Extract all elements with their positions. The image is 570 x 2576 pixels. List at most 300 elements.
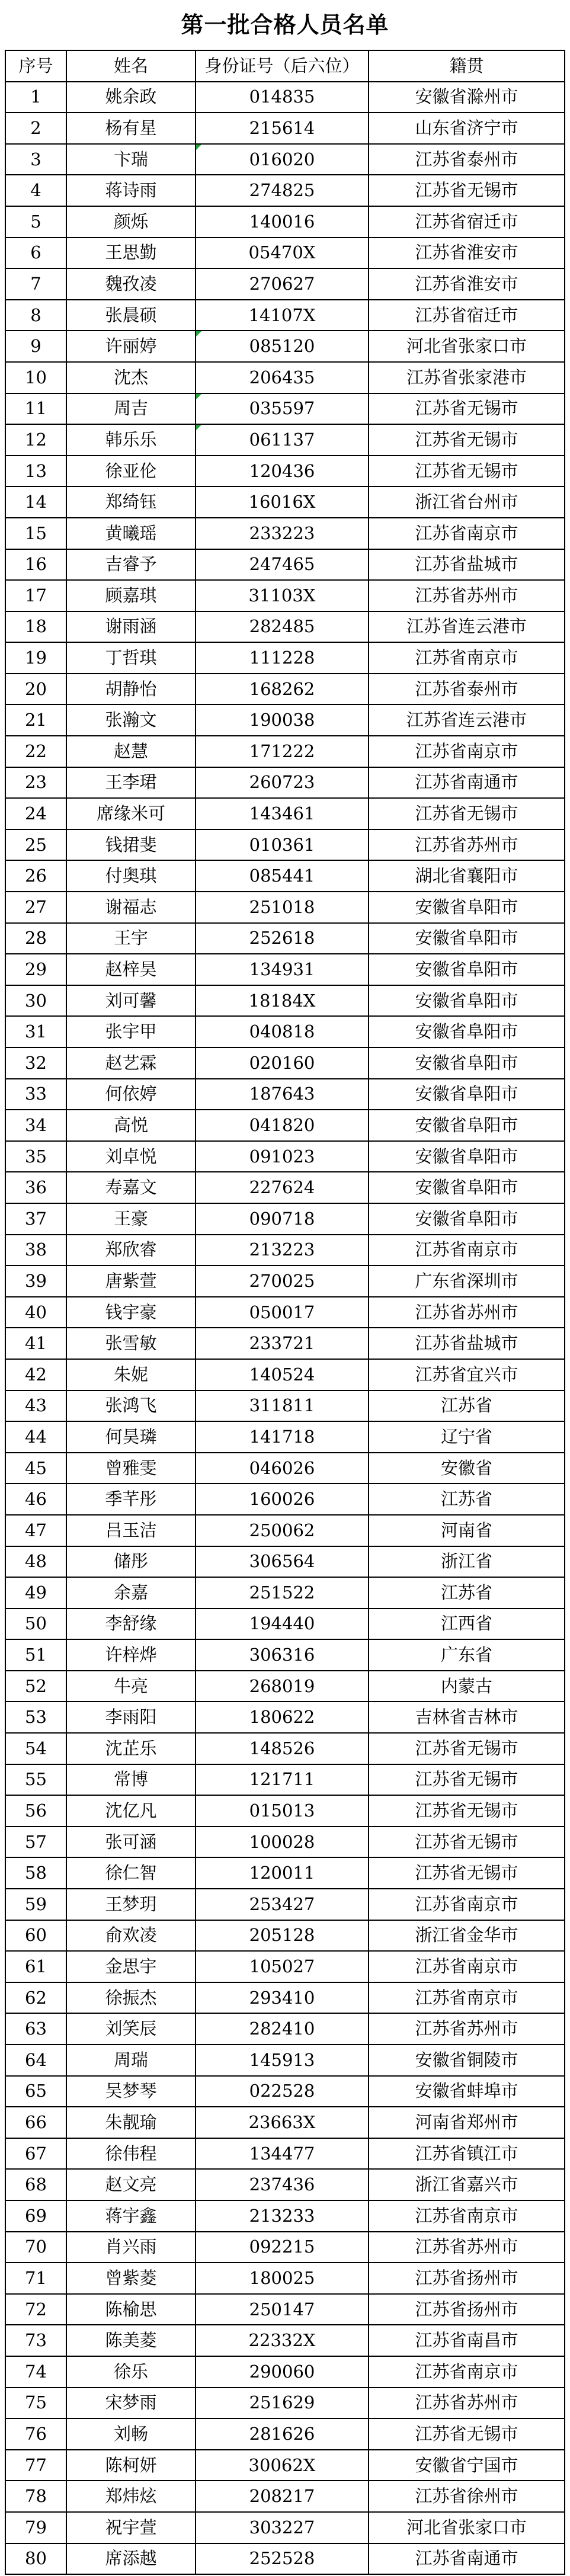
cell-serial-number-text: 31 [25,1021,47,1042]
cell-name [67,2201,196,2231]
cell-id-last6-text: 022528 [249,2081,315,2101]
cell-native-place-text: 安徽省 [440,1457,492,1478]
cell-name [67,1235,196,1265]
cell-id-last6-text: 260723 [249,772,315,793]
table-row [6,1578,565,1609]
cell-id-last6-text: 014835 [249,86,315,107]
cell-name [67,1391,196,1421]
table-row [6,175,565,207]
cell-serial-number [6,705,67,735]
cell-id-last6 [196,300,369,331]
cell-id-last6 [196,643,369,673]
cell-native-place-text: 辽宁省 [440,1426,492,1447]
cell-serial-number [6,269,67,299]
cell-id-last6-text: 303227 [249,2517,315,2537]
cell-native-place [369,2419,565,2449]
table-row [6,2544,565,2575]
cell-name-text: 徐乐 [113,2361,148,2382]
cell-id-last6-text: 140524 [249,1364,315,1385]
table-row [6,986,565,1017]
cell-id-last6 [196,1484,369,1514]
table-row [6,363,565,394]
cell-native-place-text: 安徽省阜阳市 [415,1052,518,1073]
table-row [6,2139,565,2170]
cell-serial-number [6,830,67,860]
cell-name-text: 沈杰 [113,367,148,387]
cell-id-last6 [196,1204,369,1234]
cell-native-place-text: 内蒙古 [440,1675,492,1696]
cell-name-text: 沈亿凡 [105,1800,157,1821]
number-as-text-indicator-icon [196,331,201,337]
cell-native-place-text: 江苏省无锡市 [415,398,518,419]
cell-name [67,924,196,954]
cell-id-last6-text: 311811 [249,1395,315,1416]
cell-serial-number-text: 44 [25,1426,47,1447]
table-row [6,300,565,332]
cell-id-last6-text: 085120 [249,336,315,357]
cell-id-last6-text: 252618 [249,928,315,949]
cell-id-last6-text: 206435 [249,367,315,387]
cell-id-last6 [196,1360,369,1390]
table-row [6,1858,565,1889]
table-row [6,1516,565,1547]
cell-id-last6 [196,1983,369,2013]
cell-name [67,2014,196,2044]
cell-name-text: 蒋宇鑫 [105,2205,157,2226]
cell-native-place [369,830,565,860]
cell-serial-number [6,550,67,580]
cell-name-text: 唐紫萱 [105,1270,157,1291]
cell-serial-number [6,1827,67,1857]
cell-id-last6 [196,2139,369,2169]
cell-native-place [369,1328,565,1359]
cell-id-last6-text: 14107X [248,305,316,325]
cell-serial-number-text: 43 [25,1395,47,1416]
cell-native-place [369,1609,565,1639]
cell-name [67,487,196,517]
cell-name [67,705,196,735]
cell-id-last6 [196,1110,369,1140]
cell-serial-number [6,1017,67,1047]
cell-id-last6 [196,82,369,113]
cell-native-place [369,924,565,954]
cell-id-last6-text: 148526 [249,1738,315,1758]
cell-name-text: 刘畅 [113,2423,148,2444]
cell-native-place-text: 江苏省南通市 [415,2548,518,2569]
table-row [6,2170,565,2201]
cell-native-place [369,487,565,517]
cell-serial-number [6,2107,67,2138]
cell-name [67,892,196,922]
table-row [6,643,565,674]
cell-id-last6-text: 05470X [248,242,316,263]
cell-id-last6 [196,1952,369,1982]
cell-id-last6-text: 31103X [248,585,316,605]
cell-native-place-text: 江苏省南京市 [415,2205,518,2226]
cell-serial-number-text: 4 [30,180,41,201]
table-row [6,830,565,861]
cell-native-place-text: 河南省郑州市 [415,2112,518,2132]
cell-serial-number-text: 2 [30,117,41,138]
cell-name-text: 丁哲琪 [105,648,157,668]
cell-native-place [369,581,565,611]
cell-name [67,82,196,113]
cell-serial-number [6,2263,67,2293]
cell-serial-number-text: 27 [25,896,47,917]
cell-native-place-text: 江苏省苏州市 [415,2237,518,2257]
cell-id-last6-text: 168262 [249,678,315,699]
cell-name [67,1422,196,1452]
cell-native-place [369,1671,565,1702]
cell-name-text: 寿嘉文 [105,1177,157,1198]
cell-name [67,550,196,580]
cell-id-last6 [196,736,369,767]
cell-name [67,1796,196,1826]
cell-id-last6-text: 090718 [249,1208,315,1229]
cell-serial-number-text: 51 [25,1645,47,1665]
table-row [6,1079,565,1111]
table-row [6,892,565,924]
cell-id-last6 [196,986,369,1016]
cell-serial-number [6,986,67,1016]
cell-serial-number [6,674,67,704]
cell-id-last6 [196,1640,369,1670]
cell-serial-number [6,1360,67,1390]
cell-id-last6-text: 233223 [249,523,315,543]
table-row [6,331,565,363]
cell-name-text: 何昊璘 [105,1426,157,1447]
cell-native-place [369,1266,565,1296]
cell-name [67,331,196,361]
cell-id-last6 [196,2014,369,2044]
cell-native-place-text: 江苏省南京市 [415,1987,518,2008]
cell-name-text: 谢雨涵 [105,616,157,637]
cell-id-last6-text: 205128 [249,1925,315,1946]
cell-serial-number [6,1547,67,1577]
cell-name-text: 祝宇萱 [105,2517,157,2537]
cell-id-last6 [196,2077,369,2107]
cell-serial-number [6,1889,67,1920]
cell-name [67,1765,196,1795]
cell-id-last6-text: 247465 [249,554,315,575]
cell-serial-number-text: 8 [30,305,41,325]
cell-native-place-text: 江苏省南京市 [415,523,518,543]
cell-name [67,1453,196,1484]
cell-id-last6 [196,1266,369,1296]
cell-id-last6-text: 281626 [249,2423,315,2444]
cell-serial-number-text: 65 [25,2081,47,2101]
cell-id-last6 [196,1235,369,1265]
cell-native-place [369,2481,565,2511]
table-row [6,2295,565,2326]
cell-name [67,1172,196,1203]
cell-serial-number [6,2077,67,2107]
cell-id-last6 [196,1765,369,1795]
cell-native-place [369,1172,565,1203]
cell-native-place-text: 山东省济宁市 [415,117,518,138]
cell-id-last6 [196,1547,369,1577]
table-row [6,954,565,986]
cell-id-last6-text: 22332X [248,2330,316,2351]
cell-serial-number [6,82,67,113]
cell-native-place [369,2201,565,2231]
cell-id-last6 [196,2263,369,2293]
cell-native-place [369,518,565,549]
cell-serial-number [6,954,67,985]
table-row [6,2481,565,2513]
cell-id-last6-text: 253427 [249,1893,315,1914]
cell-id-last6-text: 111228 [249,648,315,668]
cell-id-last6 [196,1796,369,1826]
cell-serial-number-text: 13 [25,460,47,481]
cell-name-text: 牛亮 [113,1675,148,1696]
cell-native-place [369,1453,565,1484]
cell-native-place-text: 江苏省无锡市 [415,429,518,450]
cell-serial-number-text: 71 [25,2267,47,2288]
cell-name-text: 陈榆思 [105,2299,157,2319]
cell-serial-number-text: 48 [25,1551,47,1572]
cell-native-place-text: 河北省张家口市 [406,2517,527,2537]
table-row [6,1796,565,1827]
cell-id-last6 [196,1609,369,1639]
table-row [6,2077,565,2108]
cell-name [67,581,196,611]
cell-name [67,1671,196,1702]
cell-serial-number-text: 50 [25,1613,47,1634]
cell-native-place-text: 江苏省无锡市 [415,460,518,481]
table-row [6,2450,565,2482]
table-row [6,2045,565,2077]
cell-id-last6-text: 061137 [249,429,315,450]
cell-name [67,425,196,455]
cell-name-text: 杨有星 [105,117,157,138]
cell-id-last6 [196,1827,369,1857]
cell-serial-number-text: 29 [25,959,47,980]
cell-name-text: 刘可馨 [105,990,157,1011]
cell-serial-number [6,1765,67,1795]
cell-native-place-text: 浙江省 [440,1551,492,1572]
cell-id-last6 [196,1297,369,1328]
cell-native-place [369,1235,565,1265]
cell-serial-number-text: 80 [25,2548,47,2569]
cell-native-place-text: 江苏省 [440,1489,492,1510]
cell-name [67,986,196,1016]
cell-serial-number [6,1422,67,1452]
cell-name [67,1142,196,1172]
cell-name-text: 郑炜炫 [105,2486,157,2507]
cell-name [67,2357,196,2387]
cell-id-last6 [196,1391,369,1421]
cell-serial-number-text: 72 [25,2299,47,2319]
cell-native-place [369,1952,565,1982]
cell-id-last6-text: 041820 [249,1114,315,1135]
cell-name [67,2325,196,2356]
cell-native-place [369,175,565,206]
cell-id-last6-text: 250062 [249,1520,315,1540]
table-row [6,924,565,955]
cell-serial-number-text: 47 [25,1520,47,1540]
table-row [6,612,565,643]
cell-id-last6 [196,674,369,704]
cell-id-last6-text: 046026 [249,1457,315,1478]
cell-name-text: 徐振杰 [105,1987,157,2008]
cell-id-last6 [196,2232,369,2263]
table-row [6,2107,565,2139]
cell-native-place-text: 江苏省南京市 [415,1239,518,1260]
cell-native-place-text: 安徽省滁州市 [415,86,518,107]
cell-serial-number-text: 62 [25,1987,47,2008]
cell-id-last6 [196,1079,369,1110]
cell-id-last6-text: 092215 [249,2237,315,2257]
cell-name [67,2513,196,2543]
cell-native-place [369,1921,565,1951]
table-row [6,2513,565,2544]
cell-id-last6-text: 121711 [249,1769,315,1790]
cell-serial-number [6,2170,67,2200]
cell-native-place [369,2139,565,2169]
cell-serial-number [6,1702,67,1732]
cell-serial-number-text: 78 [25,2486,47,2507]
cell-id-last6-text: 250147 [249,2299,315,2319]
cell-id-last6-text: 085441 [249,866,315,886]
cell-name-text: 郑欣睿 [105,1239,157,1260]
cell-serial-number [6,861,67,891]
cell-serial-number [6,1328,67,1359]
cell-id-last6 [196,1328,369,1359]
cell-native-place-text: 江苏省盐城市 [415,554,518,575]
cell-id-last6 [196,799,369,829]
cell-name [67,456,196,486]
cell-id-last6 [196,2419,369,2449]
cell-serial-number [6,113,67,143]
cell-id-last6 [196,2201,369,2231]
cell-name-text: 顾嘉琪 [105,585,157,605]
cell-id-last6 [196,113,369,143]
cell-native-place-text: 安徽省铜陵市 [415,2049,518,2070]
cell-name-text: 郑绮钰 [105,492,157,512]
cell-name [67,1827,196,1857]
cell-name [67,674,196,704]
cell-id-last6 [196,269,369,299]
cell-name-text: 胡静怡 [105,678,157,699]
cell-serial-number-text: 11 [25,398,47,419]
table-row [6,2419,565,2450]
cell-id-last6 [196,2170,369,2200]
cell-name-text: 宋梦雨 [105,2392,157,2413]
cell-native-place-text: 江苏省宿迁市 [415,305,518,325]
table-row [6,1609,565,1641]
cell-native-place [369,799,565,829]
cell-serial-number [6,1796,67,1826]
cell-native-place-text: 吉林省吉林市 [415,1707,518,1728]
cell-serial-number-text: 34 [25,1114,47,1135]
cell-id-last6 [196,331,369,361]
table-row [6,1734,565,1765]
cell-id-last6-text: 270025 [249,1270,315,1291]
cell-serial-number [6,518,67,549]
cell-native-place [369,300,565,331]
cell-serial-number-text: 79 [25,2517,47,2537]
cell-serial-number-text: 76 [25,2423,47,2444]
cell-name [67,2544,196,2574]
cell-name-text: 刘卓悦 [105,1146,157,1167]
cell-id-last6 [196,2544,369,2574]
table-row [6,2014,565,2045]
cell-serial-number-text: 35 [25,1146,47,1167]
cell-native-place-text: 安徽省阜阳市 [415,1208,518,1229]
cell-name [67,799,196,829]
cell-id-last6 [196,612,369,642]
cell-serial-number-text: 14 [25,492,47,512]
cell-serial-number [6,363,67,393]
cell-native-place-text: 江苏省南昌市 [415,2330,518,2351]
cell-name-text: 常博 [113,1769,148,1790]
cell-id-last6-text: 251018 [249,896,315,917]
cell-native-place [369,1142,565,1172]
table-row [6,1983,565,2014]
cell-native-place-text: 江苏省扬州市 [415,2267,518,2288]
cell-native-place-text: 江苏省盐城市 [415,1333,518,1354]
cell-native-place-text: 安徽省阜阳市 [415,959,518,980]
roster-table [5,50,565,2575]
cell-serial-number-text: 3 [30,149,41,169]
table-header-row [6,51,565,82]
cell-native-place [369,2513,565,2543]
cell-native-place-text: 江苏省无锡市 [415,803,518,824]
cell-serial-number-text: 38 [25,1239,47,1260]
cell-id-last6-text: 274825 [249,180,315,201]
cell-id-last6-text: 120436 [249,460,315,481]
table-row [6,1172,565,1204]
cell-native-place [369,456,565,486]
table-row [6,2357,565,2388]
cell-serial-number [6,145,67,175]
cell-name-text: 张可涵 [105,1831,157,1852]
cell-name [67,2139,196,2169]
cell-name-text: 高悦 [113,1114,148,1135]
cell-serial-number [6,1921,67,1951]
cell-name [67,1734,196,1764]
cell-id-last6-text: 270627 [249,273,315,294]
table-row [6,269,565,300]
table-row [6,2232,565,2264]
table-row [6,1952,565,1983]
cell-id-last6-text: 100028 [249,1831,315,1852]
cell-id-last6-text: 180025 [249,2267,315,2288]
cell-name [67,612,196,642]
cell-name-text: 黄曦瑶 [105,523,157,543]
cell-id-last6 [196,1017,369,1047]
cell-native-place-text: 江苏省南京市 [415,741,518,761]
cell-serial-number-text: 40 [25,1302,47,1322]
cell-native-place-text: 江苏省南通市 [415,772,518,793]
cell-serial-number-text: 37 [25,1208,47,1229]
cell-native-place [369,145,565,175]
cell-name [67,1578,196,1608]
cell-native-place-text: 安徽省阜阳市 [415,1146,518,1167]
cell-name-text: 曾雅雯 [105,1457,157,1478]
cell-serial-number [6,1952,67,1982]
cell-serial-number [6,2139,67,2169]
cell-serial-number-text: 19 [25,648,47,668]
cell-native-place [369,1204,565,1234]
cell-native-place [369,1079,565,1110]
cell-native-place [369,2450,565,2481]
cell-serial-number-text: 21 [25,710,47,730]
cell-serial-number-text: 58 [25,1863,47,1883]
cell-native-place-text: 江苏省苏州市 [415,1302,518,1322]
cell-id-last6 [196,2107,369,2138]
